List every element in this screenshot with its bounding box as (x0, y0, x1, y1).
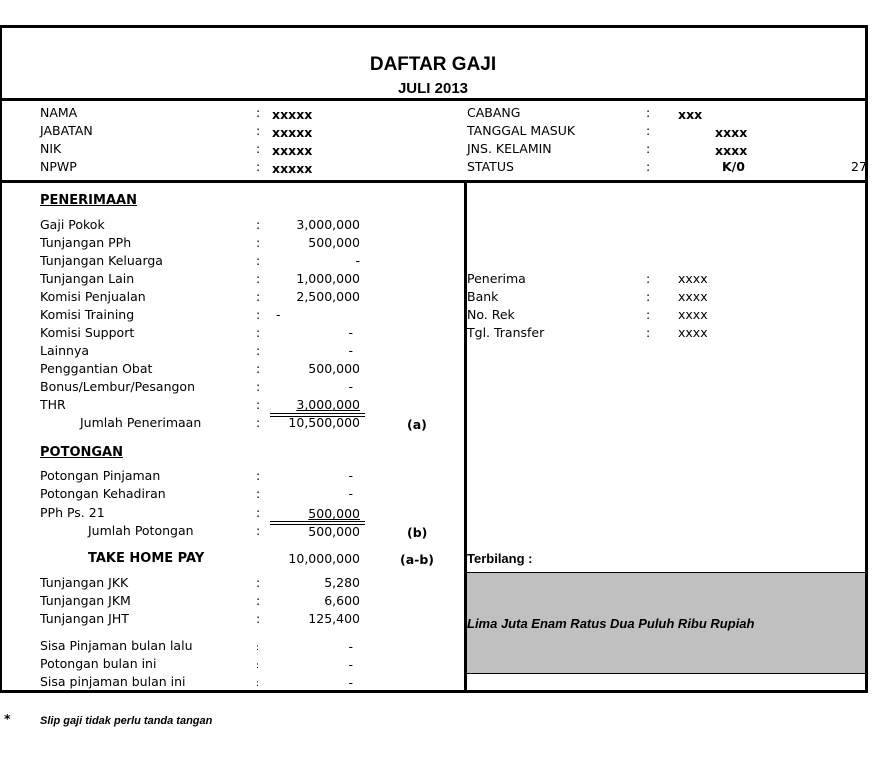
npwp-value: xxxxx (272, 161, 313, 176)
deduction-label: Potongan Pinjaman (40, 468, 161, 483)
deduction-label: PPh Ps. 21 (40, 505, 105, 520)
deductions-heading: POTONGAN (40, 445, 123, 460)
earnings-total-label: Jumlah Penerimaan (80, 415, 202, 430)
terbilang-value: Lima Juta Enam Ratus Dua Puluh Ribu Rupiah (467, 616, 755, 631)
frame-right (865, 25, 868, 692)
earning-value: - (355, 253, 360, 268)
transfer-colon: : (646, 271, 651, 286)
tanggal-masuk-value: xxxx (715, 125, 748, 140)
nik-colon: : (256, 141, 261, 156)
benefit-value: 5,280 (324, 575, 360, 590)
earning-label: Komisi Penjualan (40, 289, 146, 304)
earning-label: Bonus/Lembur/Pesangon (40, 379, 195, 394)
nama-value: xxxxx (272, 107, 313, 122)
deduction-colon: : (256, 468, 261, 483)
frame-top (0, 25, 868, 28)
transfer-label: Bank (467, 289, 499, 304)
earning-value: 3,000,000 (296, 217, 360, 232)
page-title: DAFTAR GAJI (369, 54, 497, 75)
npwp-colon: : (256, 159, 261, 174)
deduction-colon: : (256, 486, 261, 501)
loan-colon: : (256, 679, 260, 689)
earning-label: Komisi Support (40, 325, 135, 340)
earning-colon: : (256, 235, 261, 250)
npwp-label: NPWP (40, 159, 77, 174)
earning-colon: : (256, 361, 261, 376)
earning-colon: : (256, 325, 261, 340)
deduction-value: 500,000 (308, 506, 360, 521)
earnings-total-colon: : (256, 415, 261, 430)
earning-value: 500,000 (308, 235, 360, 250)
nik-label: NIK (40, 141, 62, 156)
deductions-total-rule (270, 521, 365, 522)
earning-colon: : (256, 289, 261, 304)
deduction-colon: : (256, 505, 261, 520)
deductions-total-code: (b) (407, 525, 428, 540)
earning-value: 2,500,000 (296, 289, 360, 304)
jabatan-value: xxxxx (272, 125, 313, 140)
transfer-value: xxxx (678, 325, 708, 340)
earning-colon: : (256, 343, 261, 358)
cabang-colon: : (646, 105, 651, 120)
take-home-value: 10,000,000 (288, 551, 360, 566)
benefit-colon: : (256, 593, 261, 608)
earning-label: Tunjangan Keluarga (40, 253, 163, 268)
earning-colon: : (256, 379, 261, 394)
jabatan-label: JABATAN (40, 123, 93, 138)
earning-label: Gaji Pokok (40, 217, 105, 232)
status-extra: 27 (851, 159, 867, 174)
benefit-label: Tunjangan JKK (40, 575, 129, 590)
deductions-total-label: Jumlah Potongan (88, 523, 194, 538)
jabatan-colon: : (256, 123, 261, 138)
deduction-value: - (348, 468, 353, 483)
nama-colon: : (256, 105, 261, 120)
status-colon: : (646, 159, 651, 174)
info-divider (0, 180, 868, 183)
jenis-kelamin-label: JNS. KELAMIN (467, 141, 552, 156)
earnings-total-code: (a) (407, 417, 427, 432)
earning-value: - (348, 379, 353, 394)
footer-note: Slip gaji tidak perlu tanda tangan (40, 715, 213, 727)
earning-colon: : (256, 397, 261, 412)
deduction-value: - (348, 486, 353, 501)
earning-value: - (348, 343, 353, 358)
take-home-label: TAKE HOME PAY (88, 551, 205, 566)
loan-value: - (348, 657, 353, 672)
header-divider (0, 98, 868, 101)
earning-colon: : (256, 307, 261, 322)
earning-value: - (348, 325, 353, 340)
transfer-label: No. Rek (467, 307, 515, 322)
tanggal-masuk-colon: : (646, 123, 651, 138)
jenis-kelamin-colon: : (646, 141, 651, 156)
loan-label: Sisa pinjaman bulan ini (40, 674, 186, 689)
transfer-value: xxxx (678, 289, 708, 304)
benefit-value: 125,400 (308, 611, 360, 626)
transfer-colon: : (646, 325, 651, 340)
benefit-value: 6,600 (324, 593, 360, 608)
deductions-total-value: 500,000 (308, 524, 360, 539)
grey-box-bottom (466, 673, 866, 674)
status-label: STATUS (467, 159, 514, 174)
earnings-heading: PENERIMAAN (40, 193, 137, 208)
earning-label: Tunjangan PPh (40, 235, 132, 250)
loan-colon: : (256, 661, 260, 671)
earning-label: Tunjangan Lain (40, 271, 135, 286)
cabang-label: CABANG (467, 105, 521, 120)
tanggal-masuk-label: TANGGAL MASUK (467, 123, 576, 138)
transfer-colon: : (646, 289, 651, 304)
deductions-total-colon: : (256, 523, 261, 538)
earning-value: 500,000 (308, 361, 360, 376)
terbilang-label: Terbilang : (467, 551, 533, 566)
transfer-colon: : (646, 307, 651, 322)
earnings-total-rule (270, 413, 365, 414)
earning-colon: : (256, 217, 261, 232)
take-home-code: (a-b) (400, 552, 434, 567)
earning-label: Penggantian Obat (40, 361, 153, 376)
benefit-label: Tunjangan JKM (40, 593, 131, 608)
loan-value: - (348, 639, 353, 654)
earning-colon: : (256, 271, 261, 286)
nama-label: NAMA (40, 105, 78, 120)
transfer-value: xxxx (678, 271, 708, 286)
earning-label: Komisi Training (40, 307, 135, 322)
frame-bottom (0, 690, 868, 693)
loan-value: - (348, 675, 353, 690)
jenis-kelamin-value: xxxx (715, 143, 748, 158)
earning-value: - (276, 307, 281, 322)
period: JULI 2013 (397, 80, 469, 97)
loan-label: Sisa Pinjaman bulan lalu (40, 638, 193, 653)
cabang-value: xxx (678, 107, 703, 122)
status-value: K/0 (722, 159, 745, 174)
earning-value: 1,000,000 (296, 271, 360, 286)
benefit-label: Tunjangan JHT (40, 611, 129, 626)
nik-value: xxxxx (272, 143, 313, 158)
transfer-label: Penerima (467, 271, 526, 286)
earning-label: THR (40, 397, 66, 412)
frame-left (0, 25, 2, 692)
earning-value: 3,000,000 (296, 397, 360, 412)
loan-colon: : (256, 643, 260, 653)
benefit-colon: : (256, 611, 261, 626)
deduction-label: Potongan Kehadiran (40, 486, 166, 501)
earning-label: Lainnya (40, 343, 89, 358)
transfer-label: Tgl. Transfer (467, 325, 545, 340)
loan-label: Potongan bulan ini (40, 656, 157, 671)
footer-mark: * (4, 711, 11, 726)
transfer-value: xxxx (678, 307, 708, 322)
earnings-total-value: 10,500,000 (288, 415, 360, 430)
benefit-colon: : (256, 575, 261, 590)
earning-colon: : (256, 253, 261, 268)
